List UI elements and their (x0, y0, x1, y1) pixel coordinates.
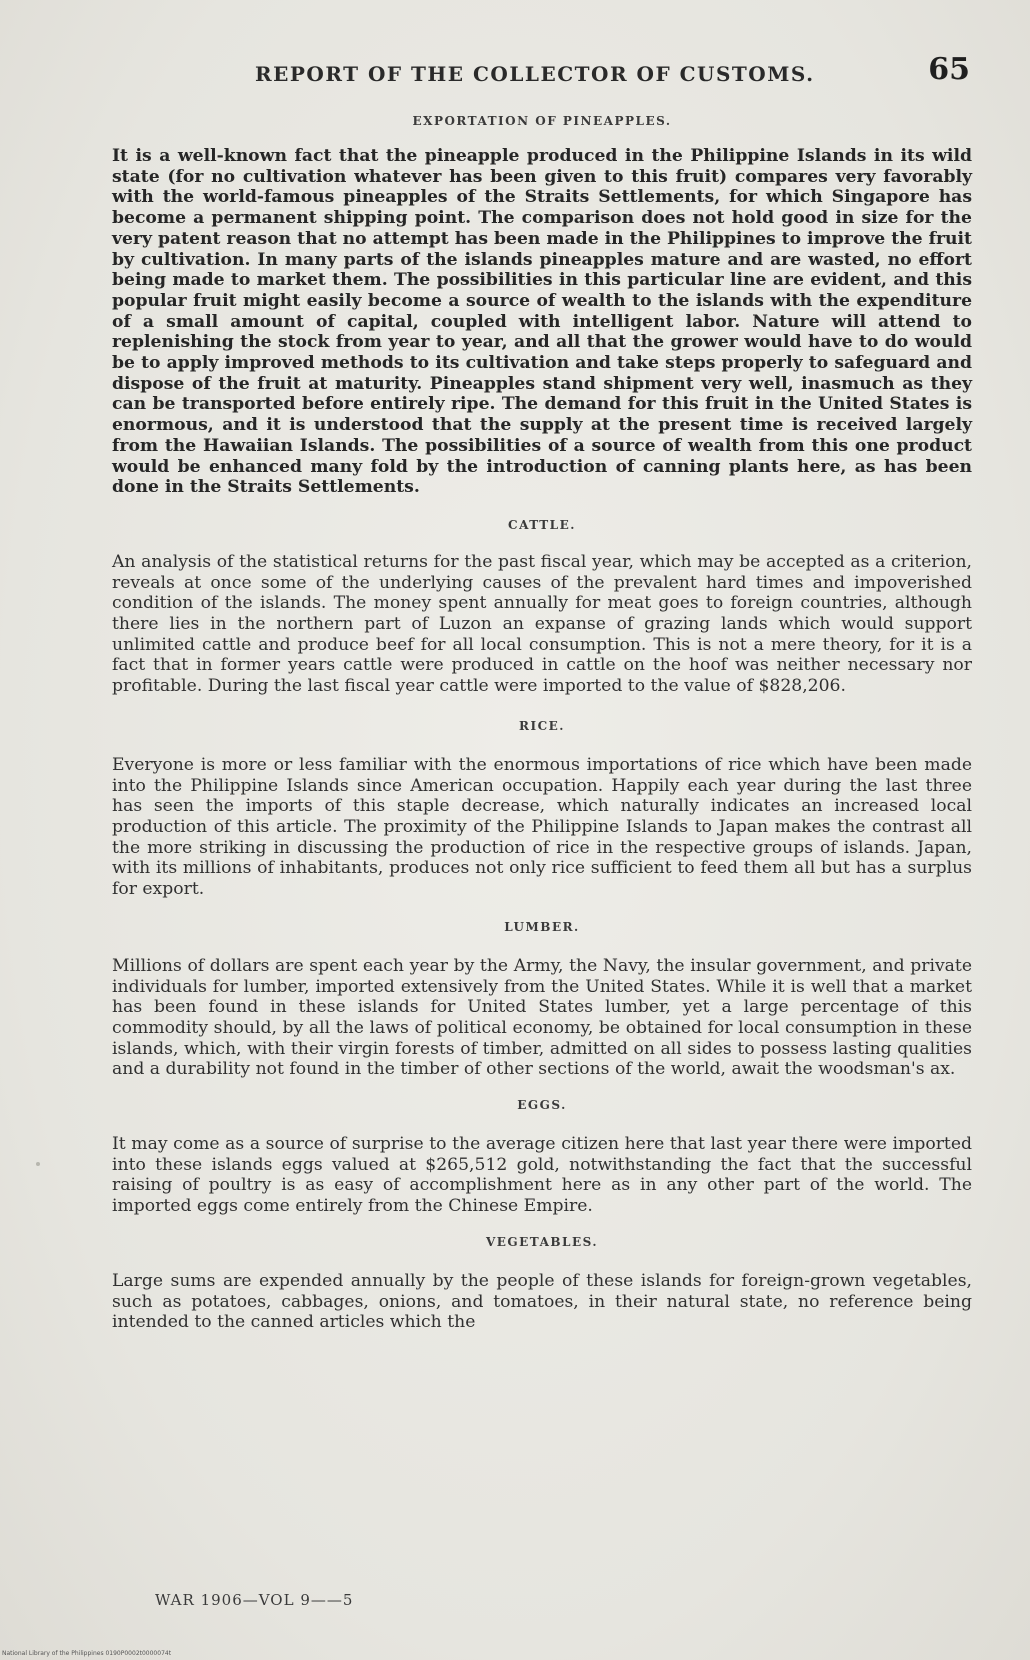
section-heading: LUMBER. (504, 919, 580, 934)
section-paragraph: An analysis of the statistical returns for the past fiscal year, which may be accepted as a criterion, reveals at once some of the underlying causes of the prevalent hard times and impoverished condition of the islands. The money spent annually for meat goes to foreign countries, although there lies in the northern part of Luzon an expanse of grazing lands which would support unlimited cattle and produce beef for all local consumption. This is not a mere theory, for it is a fact that in former years cattle were produced in cattle on the hoof was neither necessary nor profitable. During the last fiscal year cattle were imported to the value of $828,206. (112, 551, 972, 697)
document-body (112, 108, 972, 1333)
running-title: REPORT OF THE COLLECTOR OF CUSTOMS. (255, 62, 815, 86)
section-heading: RICE. (519, 718, 565, 733)
section-paragraph: It is a well-known fact that the pineapple produced in the Philippine Islands in its wild state (for no cultivation whatever has been given to this fruit) compares very favorably with the world-famous pineapples of the Straits Settlements, for which Singapore has become a permanent shipping point. The comparison does not hold good in size for the very patent reason that no attempt has been made in the Philippines to improve the fruit by cultivation. In many parts of the islands pineapples mature and are wasted, no effort being made to market them. The possibilities in this particular line are evident, and this popular fruit might easily become a source of wealth to the islands with the expenditure of a small amount of capital, coupled with intelligent labor. Nature will attend to replenishing the stock from year to year, and all that the grower would have to do would be to apply improved methods to its cultivation and take steps properly to safeguard and dispose of the fruit at maturity. Pineapples stand shipment very well, inasmuch as they can be transported before entirely ripe. The demand for this fruit in the United States is enormous, and it is understood that the supply at the present time is received largely from the Hawaiian Islands. The possibilities of a source of wealth from this one product would be enhanced many fold by the introduction of canning plants here, as has been done in the Straits Settlements. (112, 146, 972, 498)
section-cattle (112, 518, 972, 697)
section-lumber (112, 920, 972, 1080)
section-rice (112, 719, 972, 900)
section-pineapples (112, 114, 972, 498)
section-heading: EGGS. (517, 1098, 567, 1113)
section-heading: EXPORTATION OF PINEAPPLES. (412, 114, 672, 128)
section-heading: VEGETABLES. (485, 1234, 599, 1249)
section-eggs (112, 1098, 972, 1217)
section-heading: CATTLE. (508, 517, 576, 532)
running-head (110, 52, 970, 92)
page-number: 65 (928, 52, 970, 87)
section-paragraph: Everyone is more or less familiar with the enormous importations of rice which have been made into the Philippine Islands since American occupation. Happily each year during the last three has seen the imports of this staple decrease, which naturally indicates an increased local production of this article. The proximity of the Philippine Islands to Japan makes the contrast all the more striking in discussing the production of rice in the respective groups of islands. Japan, with its millions of inhabitants, produces not only rice sufficient to feed them all but has a surplus for export. (112, 754, 972, 900)
section-paragraph: Millions of dollars are spent each year by the Army, the Navy, the insular government, and private individuals for lumber, imported extensively from the United States. While it is well that a market has been found in these islands for United States lumber, yet a large percentage of this commodity should, by all the laws of political economy, be obtained for local consumption in these islands, which, with their virgin forests of timber, admitted on all sides to possess lasting qualities and a durability not found in the timber of other sections of the world, await the woodsman's ax. (112, 955, 972, 1080)
scan-credit: National Library of the Philippines 0190P0002t0000074t (2, 1650, 172, 1657)
section-paragraph: It may come as a source of surprise to the average citizen here that last year there were imported into these islands eggs valued at $265,512 gold, notwithstanding the fact that the successful raising of poultry is as easy of accomplishment here as in any other part of the world. The imported eggs come entirely from the Chinese Empire. (112, 1134, 972, 1217)
signature-mark: WAR 1906—VOL 9——5 (155, 1591, 354, 1609)
paper-speck (36, 1162, 40, 1166)
section-paragraph: Large sums are expended annually by the people of these islands for foreign-grown vegetables, such as potatoes, cabbages, onions, and tomatoes, in their natural state, no reference being intended to the canned articles which the (112, 1270, 972, 1333)
section-vegetables (112, 1235, 972, 1333)
